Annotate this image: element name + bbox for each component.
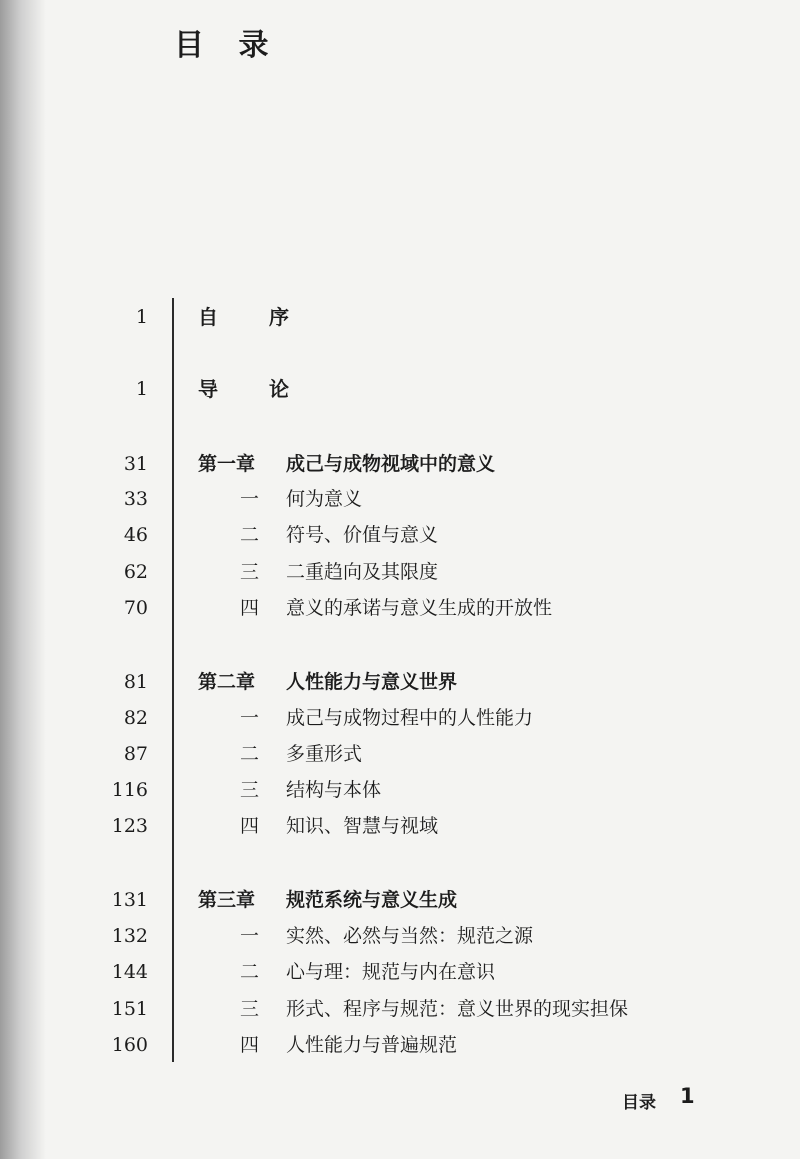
section-number: 三 [240,561,260,583]
chapter-title: 规范系统与意义生成 [286,889,458,911]
section-title: 多重形式 [286,743,363,765]
toc-page-number: 132 [111,925,148,947]
toc-section[interactable] [0,557,800,587]
section-title: 符号、价值与意义 [286,524,439,546]
toc-section[interactable] [0,739,800,769]
toc-page-number: 1 [135,306,148,328]
section-title: 心与理：规范与内在意识 [286,961,496,983]
toc-section[interactable] [0,921,800,951]
section-number: 三 [240,779,260,801]
toc-section[interactable] [0,994,800,1024]
section-title: 实然、必然与当然：规范之源 [286,925,534,947]
section-title: 何为意义 [286,488,363,510]
section-number: 二 [240,743,260,765]
toc-section[interactable] [0,593,800,623]
toc-page-number: 123 [111,815,148,837]
section-title: 意义的承诺与意义生成的开放性 [286,597,553,619]
running-footer-label: 目录 [622,1093,656,1113]
toc-entry-introduction[interactable] [0,374,800,404]
toc-page-number: 82 [123,707,148,729]
toc-section[interactable] [0,775,800,805]
toc-page-number: 70 [123,597,148,619]
toc-page-number: 151 [111,998,148,1020]
toc-page-number: 33 [123,488,148,510]
toc-section[interactable] [0,957,800,987]
toc-section[interactable] [0,484,800,514]
toc-page-number: 31 [123,453,148,475]
chapter-label: 第三章 [198,889,256,911]
chapter-title: 人性能力与意义世界 [286,671,458,693]
section-title: 形式、程序与规范：意义世界的现实担保 [286,998,629,1020]
section-title: 结构与本体 [286,779,382,801]
section-number: 四 [240,597,260,619]
toc-chapter-1[interactable] [0,449,800,479]
toc-entry-preface[interactable] [0,302,800,332]
toc-page-number: 116 [111,779,148,801]
toc-label: 导 论 [198,377,311,401]
chapter-label: 第一章 [198,453,256,475]
toc-page-number: 144 [111,961,148,983]
section-number: 二 [240,961,260,983]
section-number: 二 [240,524,260,546]
section-number: 三 [240,998,260,1020]
toc-page-number: 1 [135,378,148,400]
toc-page-number: 87 [123,743,148,765]
section-number: 一 [240,707,260,729]
section-number: 四 [240,1034,260,1056]
page-title: 目 录 [174,28,281,63]
toc-page-number: 131 [111,889,148,911]
toc-page-number: 62 [123,561,148,583]
toc-page-number: 81 [123,671,148,693]
toc-section[interactable] [0,520,800,550]
toc-section[interactable] [0,1030,800,1060]
folio-page-number: 1 [680,1084,695,1108]
section-title: 成己与成物过程中的人性能力 [286,707,534,729]
section-number: 一 [240,488,260,510]
section-title: 知识、智慧与视域 [286,815,439,837]
section-number: 四 [240,815,260,837]
toc-page-number: 160 [111,1034,148,1056]
toc-label: 自 序 [198,305,311,329]
toc-chapter-3[interactable] [0,885,800,915]
section-title: 二重趋向及其限度 [286,561,439,583]
section-number: 一 [240,925,260,947]
toc-page-number: 46 [123,524,148,546]
chapter-title: 成己与成物视域中的意义 [286,453,496,475]
toc-section[interactable] [0,703,800,733]
toc-section[interactable] [0,811,800,841]
toc-chapter-2[interactable] [0,667,800,697]
chapter-label: 第二章 [198,671,256,693]
section-title: 人性能力与普遍规范 [286,1034,458,1056]
